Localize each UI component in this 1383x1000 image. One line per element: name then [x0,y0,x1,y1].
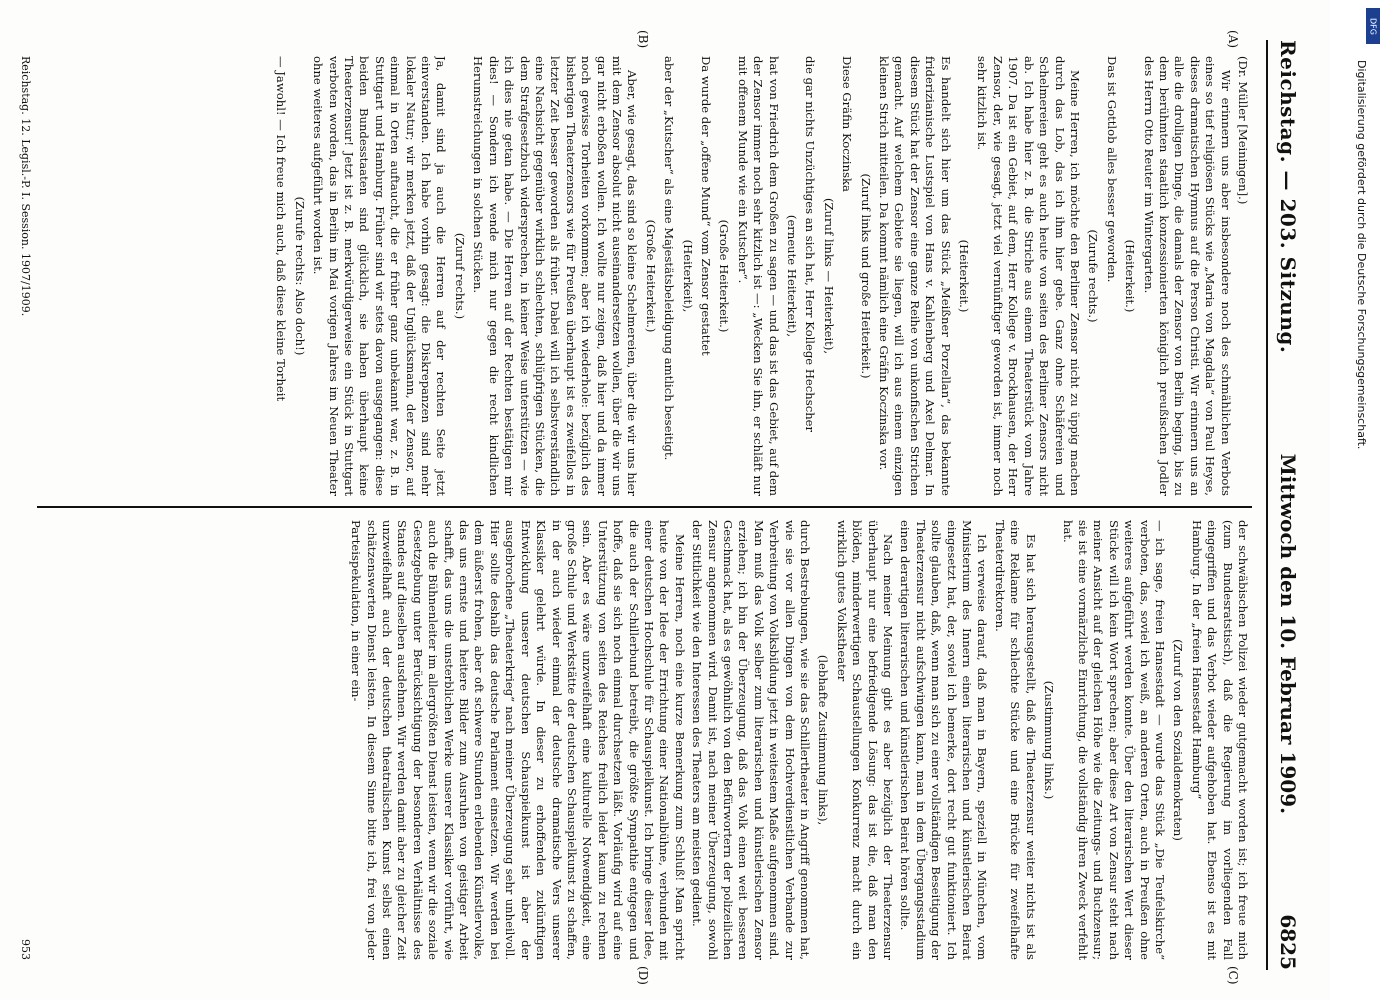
paragraph: der schwäbischen Polizei wieder gutgemacht worden ist; ich freue mich (zum Bundesratstisch), daß die Regierung im vorliegenden Fall eingegriffen und das Verbot wieder aufgehoben hat. Ebenso ist es mit Hamburg. In der „freien Hansestadt Hamburg“ [1189,520,1250,960]
paragraph: (Zuruf links und große Heiterkeit.) [858,173,873,379]
paragraph: Da wurde der „offene Mund“ vom Zensor gestattet [699,56,713,356]
margin-mark-a: (A) [1226,30,1240,49]
paragraph: — ich sage, freien Hansestadt — wurde das Stück „Die Teufelskirche“ verboten, das, soviel ich weiß, an anderen Orten, auch in Preußen ohne weiteres aufgeführt werden konnte. Über den literarischen Wert dieser Stücke will ich kein Wort sprechen; aber diese Art von Zensur steht nach meiner Ansicht auf der gleichen Höhe wie die Zeitungs- und Buchzensur; sie ist eine vormärzliche Einrichtung, die vollständig ihren Zweck verfehlt hat. [1060,520,1167,960]
paragraph: (Heiterkeit), [680,239,695,313]
paragraph: Aber, wie gesagt, das sind so kleine Schelmereien, über die wir uns hier mit dem Zensor absolut nicht auseinandersetzen wollen, über die wir uns gar nicht erboßen wollen. Ich wollte nur zeigen, daß hier und da immer noch gewisse Torheiten vorkommen; aber ich wiederhole: bezüglich des bisherigen Theaterzensors wie für Preußen überhaupt ist es zweifellos in letzter Zeit besser geworden als früher. Dabei will ich selbstverständlich eine Nachsicht gegenüber wirklich schlechten, schlüpfrigen Stücken, die dem Strafgesetzbuch widersprechen, in keiner Weise unterstützen — wie ich dies nie getan habe. — Die Herren auf der Rechten bestätigen mir dies! — Sondern ich wende mich nur gegen die recht kindlichen Herumstreichungen in solchen Stücken. [471,56,640,496]
paragraph: (Dr. Müller [Meiningen].) [1236,56,1250,205]
dfg-logo: DFG [1366,8,1380,44]
paragraph: Ich verweise darauf, daß man in Bayern, speziell in München, vom Ministerium des Innern einen literarischen und künstlerischen Beirat eingesetzt hat, der, soviel ich bemerke, dort recht gut funktioniert. Ich sollte glauben, daß, wenn man sich zu einer vollständigen Beseitigung der Theaterzensur nicht aufschwingen kann, man in dem Übergangsstadium einen derartigen literarischen und künstlerischen Beirat hören sollte. [898,520,990,960]
margin-mark-b: (B) [636,30,650,49]
digitization-note-text: Digitalisierung gefördert durch die Deutsche Forschungsgemeinschaft. [1355,60,1368,450]
page-header [1266,40,1308,970]
paragraph: (lebhafte Zustimmung links), [816,654,831,826]
header-date: Mittwoch den 10. Februar 1909. [1276,453,1300,815]
paragraph: (Zuruf links — Heiterkeit), [821,197,836,355]
paragraph: aber der „Kutscher“ als eine Majestätsbeleidigung amtlich beseitigt. [662,56,677,461]
header-left: Reichstag. — 203. Sitzung. [1276,40,1300,354]
page-number: 6825 [1276,914,1300,970]
left-column [40,56,1250,496]
paragraph: Meine Herren, noch eine kurze Bemerkung zum Schluß! Man spricht heute von der Idee der Errichtung einer Nationalbühne, verbunden mit einer deutschen Hochschule für Schauspielkunst. Ich bringe dieser Idee, die auch der Schillerbund betreibt, die größte Sympathie entgegen und hoffe, daß sie sich noch einmal durchsetzen läßt. Vorläufig wird auf eine Unterstützung von seiten des Reiches freilich leider kaum zu rechnen sein. Aber es wäre unzweifelhaft eine kulturelle Notwendigkeit, eine große Schule und Werkstätte der deutschen Schauspielkunst zu schaffen, in der auch wieder einmal der deutsche dramatische Vers unserer Klassiker gelehrt würde. In dieser zu erhoffenden zukünftigen Entwicklung unserer deutschen Schauspielkunst ist aber der ausgebrochene „Theaterkrieg“ nach meiner Überzeugung sehr unheilvoll. Hier sollte deshalb das deutsche Parlament einsetzen. Wir werden bei dem äußerst frohen, aber oft schwere Stunden erlebenden Künstlervolke, das uns ernste und heitere Bilder zum Ausruhen von geistiger Arbeit schafft, das uns die unsterblichen Werke unserer Klassiker vorführt, wie auch die Bühnenleiter im allergrößten Dienst leisten, wenn wir die soziale Gesetzgebung unter Berücksichtigung der besonderen Verhältnisse des Standes auf dieselben ausdehnen. Wir werden damit aber zu gleicher Zeit unzweifelhaft auch der deutschen theatralischen Kunst selbst einen schätzenswerten Dienst leisten. In diesem Sinne bitte ich, frei von jeder Parteispekulation, in einer ein- [349,520,687,960]
paragraph: (Zuruf von den Sozialdemokraten) [1171,639,1186,841]
paragraph: Es hat sich herausgestellt, daß die Theaterzensur weiter nichts ist als eine Reklame für schlechte Stücke und eine Brücke für zweifelhafte Theaterdirektoren. [992,520,1038,960]
paragraph: Nach meiner Meinung gibt es aber bezüglich der Theaterzensur überhaupt nur eine befriedigende Lösung: das ist die, daß man den blöden, minderwertigen Schaustellungen Konkurrenz macht durch ein wirklich gutes Volkstheater [834,520,896,960]
paragraph: hat von Friedrich dem Großen zu sagen — und das ist das Gebiet, auf dem der Zensor immer noch sehr kitzlich ist —: „Wecken Sie ihn, er schläft nur mit offenem Munde wie ein Kutscher“. [735,56,781,496]
paragraph: die gar nichts Unzüchtiges an sich hat, Herr Kollege Hechscher [803,56,818,433]
paragraph: Ja, damit sind ja auch die Herren auf der rechten Seite jetzt einverstanden. Ich habe vorhin gesagt: die Diskrepanzen sind mehr lokaler Natur; wir merken jetzt, daß der Unglücksmann, der Zensor, auf einmal in Orten auftaucht, die er früher ganz unbekannt war, z. B. in Stuttgart und Hamburg. Früher sind wir stets davon ausgegangen: diese beiden Bundesstaaten sind glücklich, sie haben überhaupt keine Theaterzensur! Jetzt ist z. B. merkwürdigerweise ein Stück in Stuttgart verboten worden, das in Berlin im Mai vorigen Jahres im Neuen Theater ohne weiteres aufgeführt worden ist. [311,56,449,496]
paragraph: Meine Herren, ich möchte den Berliner Zensor nicht zu üppig machen durch das Lob, das ich ihm hier gebe. Ganz ohne Schäfereien und Schelmereien geht es auch heute von seiten des Berliner Zensors nicht ab. Ich habe hier z. B. die Striche aus einem Theaterstück vom Jahre 1907. Da ist ein Gebiet, auf dem, Herr Kollege v. Brockhausen, der Herr Zensor, der, wie gesagt, jetzt viel vernünftiger geworden ist, immer noch sehr kitzlich ist. [975,56,1082,496]
digitization-note [1352,10,1374,990]
paragraph: (erneute Heiterkeit), [785,214,800,338]
paragraph: Das ist Gottlob alles besser geworden. [1104,56,1119,283]
paragraph: (Zuruf rechts.) [452,232,467,320]
margin-mark-c: (C) [1226,966,1240,985]
paragraph: (Zustimmung links.) [1042,680,1057,800]
right-column [40,520,1250,960]
column-divider [37,506,1252,508]
paragraph: (Heiterkeit.) [1123,239,1138,313]
paragraph: Wir erinnern uns aber insbesondere noch des schmählichen Verbots eines so tief religiösen Stücks wie „Maria von Magdala“ von Paul Heyse, dieses dramatischen Hymnus auf die Person Christi. Wir erinnern uns an alle die drolligen Dinge, die damals der Zensor von Berlin beging, bis zu dem berühmten staatlich konzessionierten königlich preußischen Jodler des Herrn Otto Reuter im Wintergarten. [1141,56,1233,496]
paragraph: — Jawohl! — Ich freue mich auch, daß diese kleine Torheit [274,56,289,402]
paragraph: (Große Heiterkeit.) [717,219,732,333]
paragraph: Diese Gräfin Koczinska [840,56,855,192]
paragraph: Es handelt sich hier um das Stück „Meißner Porzellan“, das bekannte friderizianische Lustspiel von Hans v. Kahlenberg und Axel Delmar. In diesem Stück hat der Zensor eine ganze Reihe von unkonfischen Strichen gemacht. Auf welchem Gebiete sie liegen, will ich aus einem einzigen kleinen Strich mitteilen. Da kommt nämlich eine Gräfin Koczinska vor. [877,56,953,496]
footer-sheet-number: 953 [19,939,32,960]
paragraph: (Zurufe rechts.) [1086,229,1101,323]
paragraph: (Zurufe rechts: Also doch!) [292,196,307,356]
paragraph: (Heiterkeit.) [957,239,972,313]
footer-session: Reichstag. 12. Legisl.-P. I. Session. 1907/1909. [19,56,32,317]
paragraph: durch Bestrebungen, wie sie das Schillertheater in Angriff genommen hat, wie sie vor allen Dingen von dem Hochverdienstlichen Verbande zur Verbreitung von Volksbildung jetzt in weitestem Maße aufgenommen sind. Man muß das Volk selber zum literarischen und künstlerischen Zensor erziehen; ich bin der Überzeugung, daß das Volk einen weit besseren Geschmack hat, als es gewöhnlich von den Befürwortern der polizeilichen Zensur angenommen wird. Damit ist, nach meiner Überzeugung, sowohl der Sittlichkeit wie den Interessen des Theaters am meisten gedient. [690,520,813,960]
paragraph: (Große Heiterkeit.) [643,219,658,333]
margin-mark-d: (D) [636,966,650,985]
